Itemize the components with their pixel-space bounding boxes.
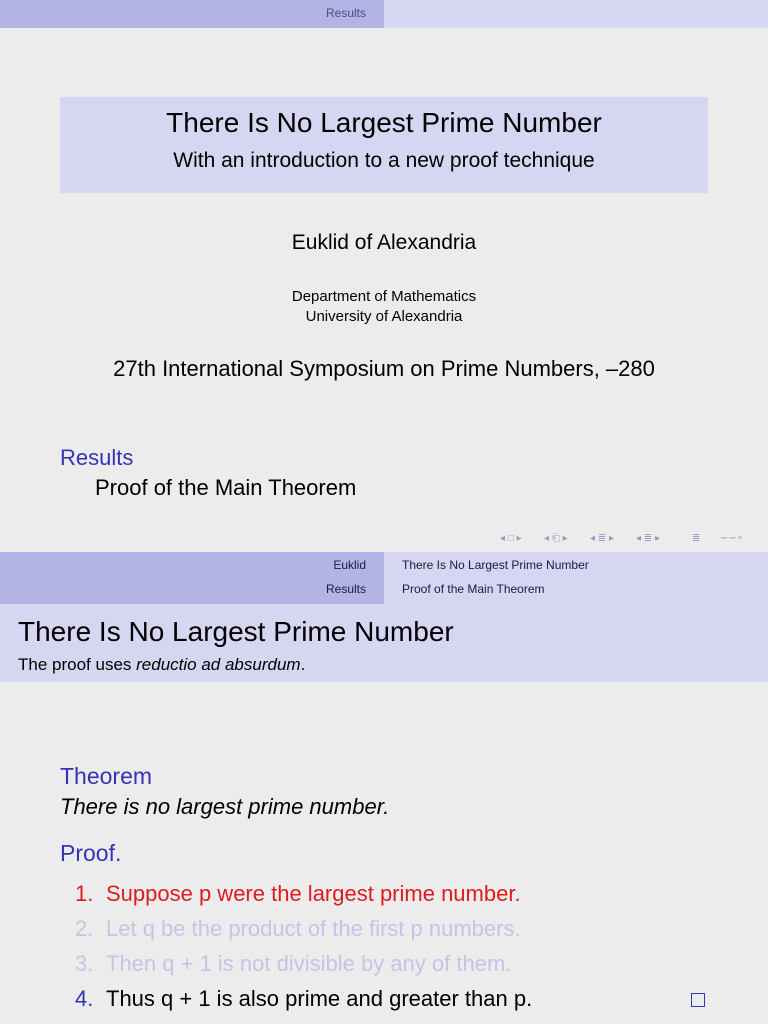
step-text: Let q be the product of the first p numbers. [106, 916, 521, 941]
nav-subsection-icon[interactable]: ◂ ⎗ ▸ [544, 533, 568, 544]
headline-section[interactable]: Results [325, 582, 366, 596]
step-number: 2. [75, 916, 94, 941]
author: Euklid of Alexandria [291, 231, 477, 254]
date: 27th International Symposium on Prime Numbers, –280 [113, 356, 655, 381]
proof-label: Proof. [60, 840, 122, 866]
theorem-label: Theorem [60, 763, 153, 789]
nav-section-icon[interactable]: ◂ ≣ ▸ [590, 533, 614, 544]
headline-left [0, 552, 384, 604]
step-text: Thus q + 1 is also prime and greater than p. [106, 986, 533, 1011]
theorem-body: There is no largest prime number. [60, 794, 390, 819]
step-number: 3. [75, 951, 94, 976]
frame-subtitle [18, 655, 305, 675]
institute [0, 287, 768, 327]
proof-slide [0, 552, 768, 1024]
proof-step [75, 916, 521, 942]
step-number: 4. [75, 986, 94, 1011]
nav-back-forward-icon[interactable]: ∽∽∘ [720, 533, 744, 544]
nav-frame-icon[interactable]: ◂ □ ▸ [500, 533, 522, 544]
institute-line: Department of Mathematics [291, 288, 477, 305]
step-number: 1. [75, 881, 94, 906]
title-box [60, 97, 708, 193]
toc-section-results[interactable]: Results [60, 445, 134, 470]
headline-left [0, 0, 384, 28]
headline-title[interactable]: There Is No Largest Prime Number [402, 558, 589, 572]
headline-author[interactable]: Euklid [333, 558, 366, 572]
proof-step [75, 951, 511, 977]
headline-section-link[interactable]: Results [325, 6, 366, 20]
step-text: Then q + 1 is not divisible by any of them. [106, 951, 512, 976]
qed-square-icon [691, 993, 705, 1007]
proof-step [75, 986, 532, 1012]
frame-title: There Is No Largest Prime Number [18, 616, 454, 647]
headline-bar [0, 552, 768, 604]
headline-subsection[interactable]: Proof of the Main Theorem [402, 582, 545, 596]
nav-search-icon[interactable]: ≣ [692, 533, 701, 544]
step-text: Suppose p were the largest prime number. [106, 881, 521, 906]
presentation-title: There Is No Largest Prime Number [166, 107, 602, 138]
nav-document-icon[interactable]: ◂ ≣ ▸ [636, 533, 660, 544]
institute-line: University of Alexandria [305, 308, 463, 325]
headline-bar [0, 0, 768, 28]
frame-subtitle-end: . [300, 655, 306, 674]
presentation-subtitle: With an introduction to a new proof technique [173, 149, 595, 172]
headline-right [384, 0, 768, 28]
frame-subtitle-text: The proof uses [18, 655, 137, 674]
frame-subtitle-emph: reductio ad absurdum [136, 655, 301, 674]
proof-step [75, 881, 521, 907]
toc-subsection-proof[interactable]: Proof of the Main Theorem [95, 475, 357, 500]
